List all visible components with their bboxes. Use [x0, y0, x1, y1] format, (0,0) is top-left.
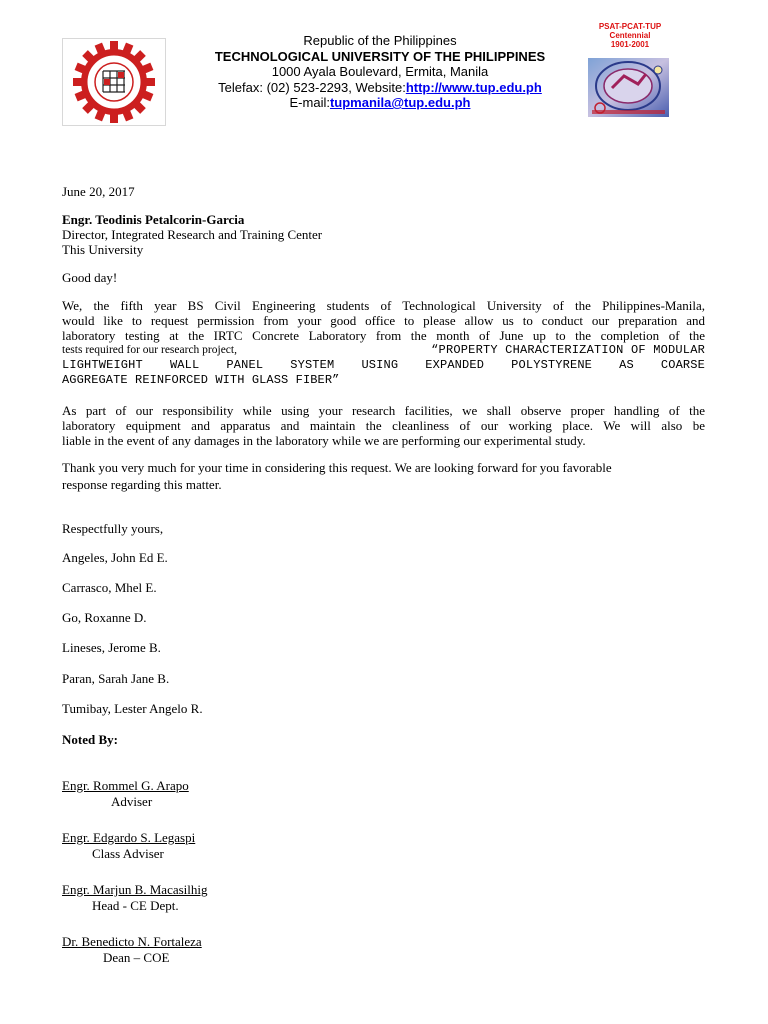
- student-name: Paran, Sarah Jane B.: [62, 671, 170, 686]
- signatory-role: Adviser: [111, 794, 153, 809]
- closing: Respectfully yours,: [62, 521, 164, 536]
- paragraph-line: laboratory testing at the IRTC Concrete Laboratory from the month of June up to the completion of the: [62, 328, 705, 343]
- request-paragraph: [62, 298, 705, 388]
- recipient-org: This University: [62, 242, 144, 257]
- centennial-seal: [588, 58, 669, 117]
- paragraph-line: [62, 343, 705, 358]
- research-title-part: “PROPERTY CHARACTERIZATION OF MODULAR: [431, 343, 705, 357]
- email-label: E-mail:: [289, 95, 330, 110]
- student-name: Angeles, John Ed E.: [62, 550, 168, 565]
- research-title-part: LIGHTWEIGHT WALL PANEL SYSTEM USING EXPANDED POLYSTYRENE AS COARSE: [62, 358, 705, 372]
- responsibility-paragraph: [62, 403, 705, 448]
- contact-line: [195, 80, 565, 96]
- university-address: 1000 Ayala Boulevard, Ermita, Manila: [271, 64, 489, 79]
- centennial-caption: [588, 22, 672, 49]
- university-logo: [62, 38, 166, 126]
- email-line: [195, 95, 565, 111]
- student-name: Go, Roxanne D.: [62, 610, 147, 625]
- paragraph-line: would like to request permission from your good office to please allow us to conduct our preparation and: [62, 313, 705, 328]
- greeting: Good day!: [62, 270, 118, 285]
- signatory-role: Class Adviser: [92, 846, 164, 861]
- centennial-caption-line: Centennial: [609, 31, 651, 40]
- recipient-name: Engr. Teodinis Petalcorin-Garcia: [62, 212, 245, 227]
- recipient-title: Director, Integrated Research and Training Center: [62, 227, 323, 242]
- paragraph-line: Thank you very much for your time in considering this request. We are looking forward for you favorable: [62, 460, 612, 475]
- research-title-part: AGGREGATE REINFORCED WITH GLASS FIBER”: [62, 373, 340, 387]
- paragraph-line: We, the fifth year BS Civil Engineering students of Technological University of the Philippines-Manila,: [62, 298, 705, 313]
- website-link[interactable]: http://www.tup.edu.ph: [405, 79, 542, 95]
- centennial-caption-line: PSAT-PCAT-TUP: [598, 22, 662, 31]
- noted-by-label: Noted By:: [62, 732, 118, 747]
- student-name: Carrasco, Mhel E.: [62, 580, 157, 595]
- thanks-paragraph: [62, 459, 705, 493]
- signatory-role: Dean – COE: [103, 950, 170, 965]
- email-link[interactable]: tupmanila@tup.edu.ph: [329, 95, 471, 110]
- signatory-name: Engr. Marjun B. Macasilhig: [62, 882, 208, 897]
- signatory-name: Dr. Benedicto N. Fortaleza: [62, 934, 202, 949]
- telefax-text: Telefax: (02) 523-2293, Website:: [218, 79, 406, 95]
- paragraph-line: As part of our responsibility while using your research facilities, we shall observe proper handling of the: [62, 403, 705, 418]
- letter-date: June 20, 2017: [62, 184, 135, 199]
- letterhead: [195, 33, 565, 111]
- paragraph-text: tests required for our research project,: [62, 344, 237, 356]
- student-name: Lineses, Jerome B.: [62, 640, 161, 655]
- student-name: Tumibay, Lester Angelo R.: [62, 701, 203, 716]
- paragraph-line: laboratory equipment and apparatus and maintain the cleanliness of our working place. We will also be: [62, 418, 705, 433]
- signatory-name: Engr. Edgardo S. Legaspi: [62, 830, 196, 845]
- signatory-name: Engr. Rommel G. Arapo: [62, 778, 189, 793]
- paragraph-line: response regarding this matter.: [62, 477, 222, 492]
- republic-line: Republic of the Philippines: [303, 33, 457, 48]
- signatory-role: Head - CE Dept.: [92, 898, 179, 913]
- university-name: TECHNOLOGICAL UNIVERSITY OF THE PHILIPPINES: [214, 48, 546, 64]
- centennial-caption-line: 1901-2001: [610, 40, 650, 49]
- paragraph-line: liable in the event of any damages in the laboratory while we are performing our experimental study.: [62, 433, 586, 448]
